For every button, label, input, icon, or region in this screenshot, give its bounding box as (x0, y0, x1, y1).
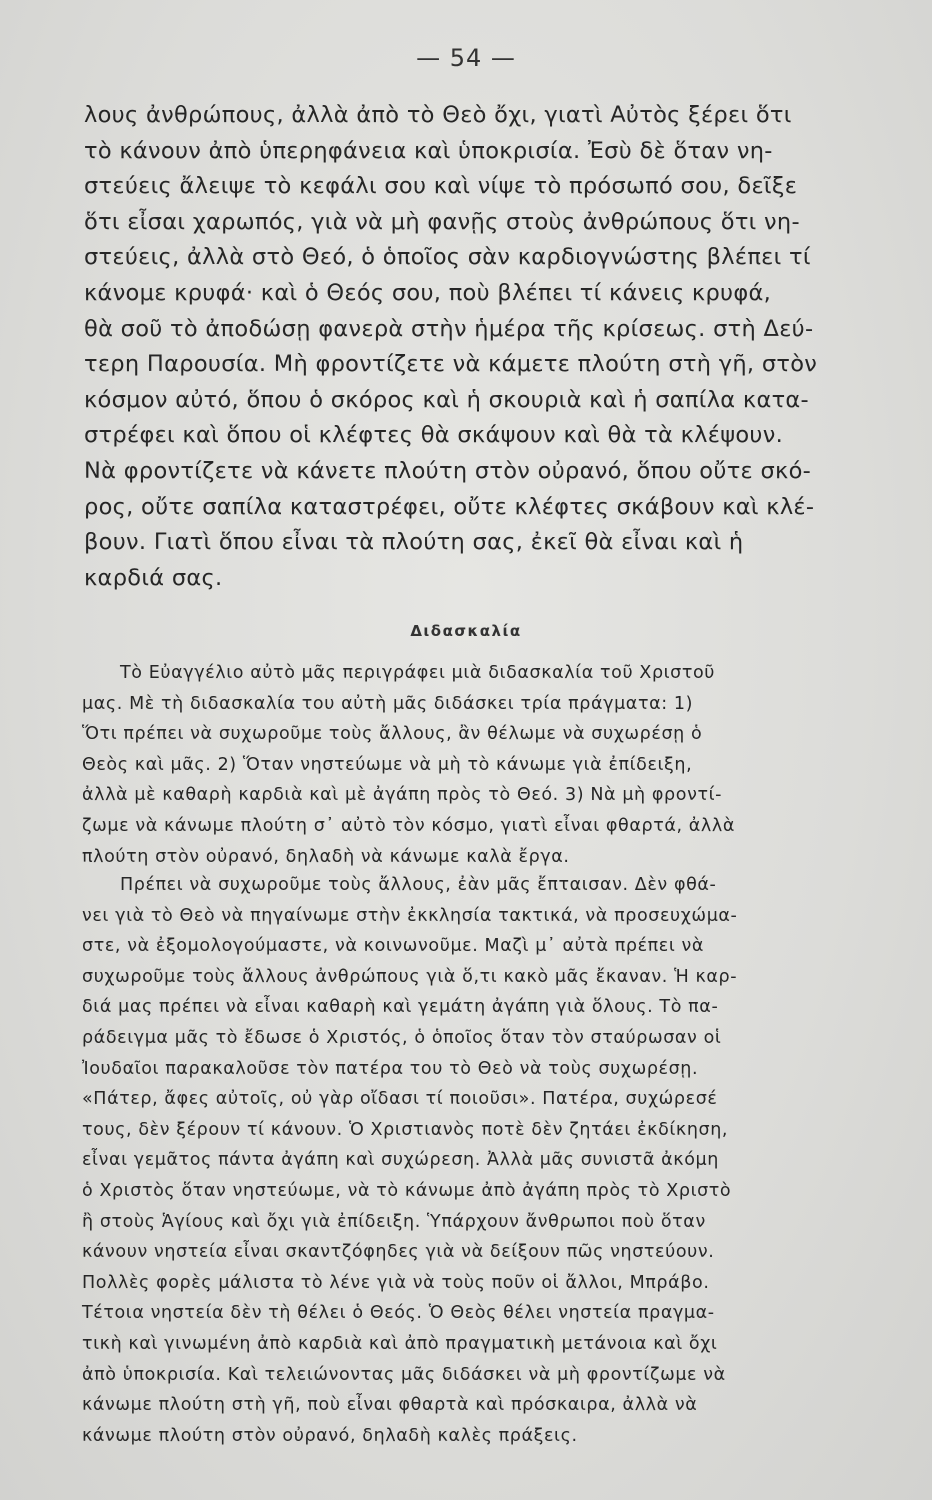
text-line: Ἰουδαῖοι παρακαλοῦσε τὸν πατέρα του τὸ Θεὸ νὰ τοὺς συχωρέσῃ. (82, 1058, 699, 1079)
text-line: «Πάτερ, ἄφες αὐτοῖς, οὐ γὰρ οἴδασι τί ποιοῦσι». Πατέρα, συχώρεσέ (82, 1089, 718, 1110)
text-line: Νὰ φροντίζετε νὰ κάνετε πλούτη στὸν οὐρανό, ὅπου οὔτε σκό- (84, 457, 812, 484)
text-line: κάνωμε πλούτη στὴ γῆ, ποὺ εἶναι φθαρτὰ καὶ πρόσκαιρα, ἀλλὰ νὰ (82, 1395, 698, 1416)
text-line: ράδειγμα μᾶς τὸ ἔδωσε ὁ Χριστός, ὁ ὁποῖος ὅταν τὸν σταύρωσαν οἱ (82, 1027, 722, 1048)
text-line: βουν. Γιατὶ ὅπου εἶναι τὰ πλούτη σας, ἐκεῖ θὰ εἶναι καὶ ἡ (84, 529, 744, 556)
text-line: κάνομε κρυφά· καὶ ὁ Θεός σου, ποὺ βλέπει τί κάνεις κρυφά, (84, 279, 772, 306)
text-line: τὸ κάνουν ἀπὸ ὑπερηφάνεια καὶ ὑποκρισία. Ἐσὺ δὲ ὅταν νη- (84, 137, 773, 164)
text-line: τους, δὲν ξέρουν τί κάνουν. Ὁ Χριστιανὸς ποτὲ δὲν ζητάει ἐκδίκηση, (82, 1119, 729, 1140)
text-line: Ὅτι πρέπει νὰ συχωροῦμε τοὺς ἄλλους, ἂν θέλωμε νὰ συχωρέσῃ ὁ (82, 724, 703, 745)
section-heading: Διδασκαλία (410, 622, 522, 640)
text-line: κάνουν νηστεία εἶναι σκαντζόφηδες γιὰ νὰ δείξουν πῶς νηστεύουν. (82, 1242, 715, 1263)
text-line: μας. Μὲ τὴ διδασκαλία του αὐτὴ μᾶς διδάσκει τρία πράγματα: 1) (82, 693, 694, 714)
text-line: ὁ Χριστὸς ὅταν νηστεύωμε, νὰ τὸ κάνωμε ἀπὸ ἀγάπη πρὸς τὸ Χριστὸ (82, 1180, 732, 1201)
text-line: στεύεις, ἀλλὰ στὸ Θεό, ὁ ὁποῖος σὰν καρδιογνώστης βλέπει τί (84, 244, 811, 271)
text-line: στεύεις ἄλειψε τὸ κεφάλι σου καὶ νίψε τὸ πρόσωπό σου, δεῖξε (84, 173, 798, 200)
paragraph-summary (82, 658, 898, 872)
text-line: καρδιά σας. (84, 564, 223, 591)
text-line: τικὴ καὶ γινωμένη ἀπὸ καρδιὰ καὶ ἀπὸ πραγματικὴ μετάνοια καὶ ὄχι (82, 1333, 718, 1354)
text-line: πλούτη στὸν οὐρανό, δηλαδὴ νὰ κάνωμε καλὰ ἔργα. (82, 846, 570, 867)
text-line: Τέτοια νηστεία δὲν τὴ θέλει ὁ Θεός. Ὁ Θεὸς θέλει νηστεία πραγμα- (82, 1303, 715, 1324)
text-line: νει γιὰ τὸ Θεὸ νὰ πηγαίνωμε στὴν ἐκκλησία τακτικά, νὰ προσευχώμα- (82, 905, 738, 926)
text-line: ἢ στοὺς Ἁγίους καὶ ὄχι γιὰ ἐπίδειξη. Ὑπάρχουν ἄνθρωποι ποὺ ὅταν (82, 1211, 706, 1232)
text-line: στε, νὰ ἐξομολογούμαστε, νὰ κοινωνοῦμε. Μαζὶ μ᾽ αὐτὰ πρέπει νὰ (82, 936, 705, 957)
paragraph-explanation (82, 870, 898, 1451)
text-line: συχωροῦμε τοὺς ἄλλους ἀνθρώπους γιὰ ὅ,τι κακὸ μᾶς ἔκαναν. Ἡ καρ- (82, 966, 738, 987)
paragraph-continuation (84, 98, 900, 596)
text-line: λους ἀνθρώπους, ἀλλὰ ἀπὸ τὸ Θεὸ ὄχι, γιατὶ Αὐτὸς ξέρει ὅτι (84, 102, 792, 128)
text-line: ζωμε νὰ κάνωμε πλούτη σ᾽ αὐτὸ τὸν κόσμο, γιατὶ εἶναι φθαρτά, ἀλλὰ (82, 815, 735, 836)
text-line: κάνωμε πλούτη στὸν οὐρανό, δηλαδὴ καλὲς πράξεις. (82, 1425, 578, 1446)
text-line: ἀπὸ ὑποκρισία. Καὶ τελειώνοντας μᾶς διδάσκει νὰ μὴ φροντίζωμε νὰ (82, 1364, 726, 1385)
text-line: εἶναι γεμᾶτος πάντα ἀγάπη καὶ συχώρεση. Ἀλλὰ μᾶς συνιστᾶ ἀκόμη (82, 1150, 719, 1171)
text-line: Θεὸς καὶ μᾶς. 2) Ὅταν νηστεύωμε νὰ μὴ τὸ κάνωμε γιὰ ἐπίδειξη, (82, 754, 693, 775)
text-line: ἀλλὰ μὲ καθαρὴ καρδιὰ καὶ μὲ ἀγάπη πρὸς τὸ Θεό. 3) Νὰ μὴ φροντί- (82, 785, 723, 806)
text-line: θὰ σοῦ τὸ ἀποδώσῃ φανερὰ στὴν ἡμέρα τῆς κρίσεως. στὴ Δεύ- (84, 315, 814, 342)
text-line: στρέφει καὶ ὅπου οἱ κλέφτες θὰ σκάψουν καὶ θὰ τὰ κλέψουν. (84, 422, 784, 449)
text-line: ὅτι εἶσαι χαρωπός, γιὰ νὰ μὴ φανῇς στοὺς ἀνθρώπους ὅτι νη- (84, 208, 800, 235)
text-line: τερη Παρουσία. Μὴ φροντίζετε νὰ κάμετε πλούτη στὴ γῆ, στὸν (84, 351, 818, 378)
text-line: ρος, οὔτε σαπίλα καταστρέφει, οὔτε κλέφτες σκάβουν καὶ κλέ- (84, 493, 815, 520)
text-line: Πρέπει νὰ συχωροῦμε τοὺς ἄλλους, ἐὰν μᾶς ἔπταισαν. Δὲν φθά- (120, 875, 717, 895)
text-line: Πολλὲς φορὲς μάλιστα τὸ λένε γιὰ νὰ τοὺς ποῦν οἱ ἄλλοι, Μπράβο. (82, 1272, 710, 1293)
text-line: κόσμον αὐτό, ὅπου ὁ σκόρος καὶ ἡ σκουριὰ καὶ ἡ σαπίλα κατα- (84, 386, 809, 413)
page-number: — 54 — (416, 44, 516, 72)
text-line: Τὸ Εὐαγγέλιο αὐτὸ μᾶς περιγράφει μιὰ διδασκαλία τοῦ Χριστοῦ (120, 663, 716, 683)
text-line: διά μας πρέπει νὰ εἶναι καθαρὴ καὶ γεμάτη ἀγάπη γιὰ ὅλους. Τὸ πα- (82, 997, 719, 1018)
